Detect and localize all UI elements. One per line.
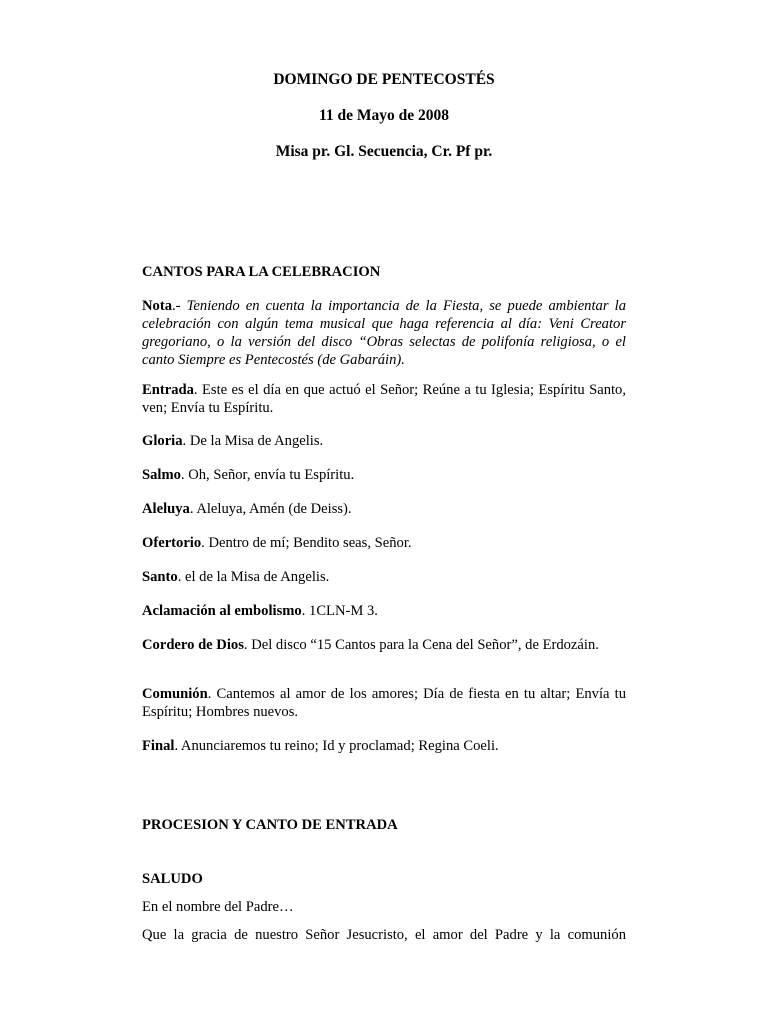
nota-paragraph — [142, 297, 626, 369]
canto-item-entrada — [142, 381, 626, 417]
canto-item-cordero — [142, 636, 626, 654]
document-date: 11 de Mayo de 2008 — [318, 107, 450, 124]
saludo-line-2: Que la gracia de nuestro Señor Jesucristo, el amor del Padre y la comunión — [142, 927, 626, 943]
canto-text: . Cantemos al amor de los amores; Día de fiesta en tu altar; Envía tu Espíritu; Hombres nuevos. — [142, 686, 626, 720]
document-title: DOMINGO DE PENTECOSTÉS — [273, 71, 495, 88]
canto-item-comunion — [142, 685, 626, 721]
cantos-heading: CANTOS PARA LA CELEBRACION — [142, 264, 381, 280]
canto-text: . el de la Misa de Angelis. — [177, 569, 330, 585]
canto-label: Salmo — [142, 467, 181, 483]
procesion-heading: PROCESION Y CANTO DE ENTRADA — [142, 817, 398, 833]
canto-label: Santo — [142, 569, 178, 585]
canto-item-aleluya — [142, 500, 626, 518]
canto-label: Entrada — [142, 382, 194, 398]
canto-item-salmo — [142, 466, 626, 484]
canto-text: . Este es el día en que actuó el Señor; Reúne a tu Iglesia; Espíritu Santo, ven; Envía tu Espíritu. — [142, 382, 626, 416]
canto-label: Ofertorio — [142, 535, 202, 551]
nota-separator: .- — [172, 298, 187, 314]
canto-item-santo — [142, 568, 626, 586]
canto-label: Aleluya — [142, 501, 190, 517]
saludo-heading: SALUDO — [142, 871, 203, 887]
canto-text: . Dentro de mí; Bendito seas, Señor. — [201, 535, 412, 551]
canto-text: . Aleluya, Amén (de Deiss). — [189, 501, 352, 517]
canto-item-aclamacion — [142, 602, 626, 620]
canto-text: . Anunciaremos tu reino; Id y proclamad; Regina Coeli. — [174, 738, 499, 754]
canto-text: . 1CLN-M 3. — [301, 603, 378, 619]
canto-text: . De la Misa de Angelis. — [182, 433, 324, 449]
canto-label: Aclamación al embolismo — [142, 603, 302, 619]
canto-label: Gloria — [142, 433, 183, 449]
canto-label: Cordero de Dios — [142, 637, 244, 653]
nota-label: Nota — [142, 298, 172, 314]
saludo-line-1: En el nombre del Padre… — [142, 899, 294, 915]
canto-item-final — [142, 737, 626, 755]
canto-text: . Del disco “15 Cantos para la Cena del Señor”, de Erdozáin. — [243, 637, 599, 653]
canto-label: Comunión — [142, 686, 208, 702]
canto-label: Final — [142, 738, 175, 754]
document-subtitle: Misa pr. Gl. Secuencia, Cr. Pf pr. — [275, 143, 493, 160]
nota-text: Teniendo en cuenta la importancia de la Fiesta, se puede ambientar la celebración con algún tema musical que haga referencia al día: Veni Creator gregoriano, o la versión del disco “Obras selectas de polifonía religiosa, o el canto Siempre es Pentecostés (de Gabaráin). — [142, 298, 626, 368]
canto-text: . Oh, Señor, envía tu Espíritu. — [180, 467, 355, 483]
canto-item-gloria — [142, 432, 626, 450]
canto-item-ofertorio — [142, 534, 626, 552]
